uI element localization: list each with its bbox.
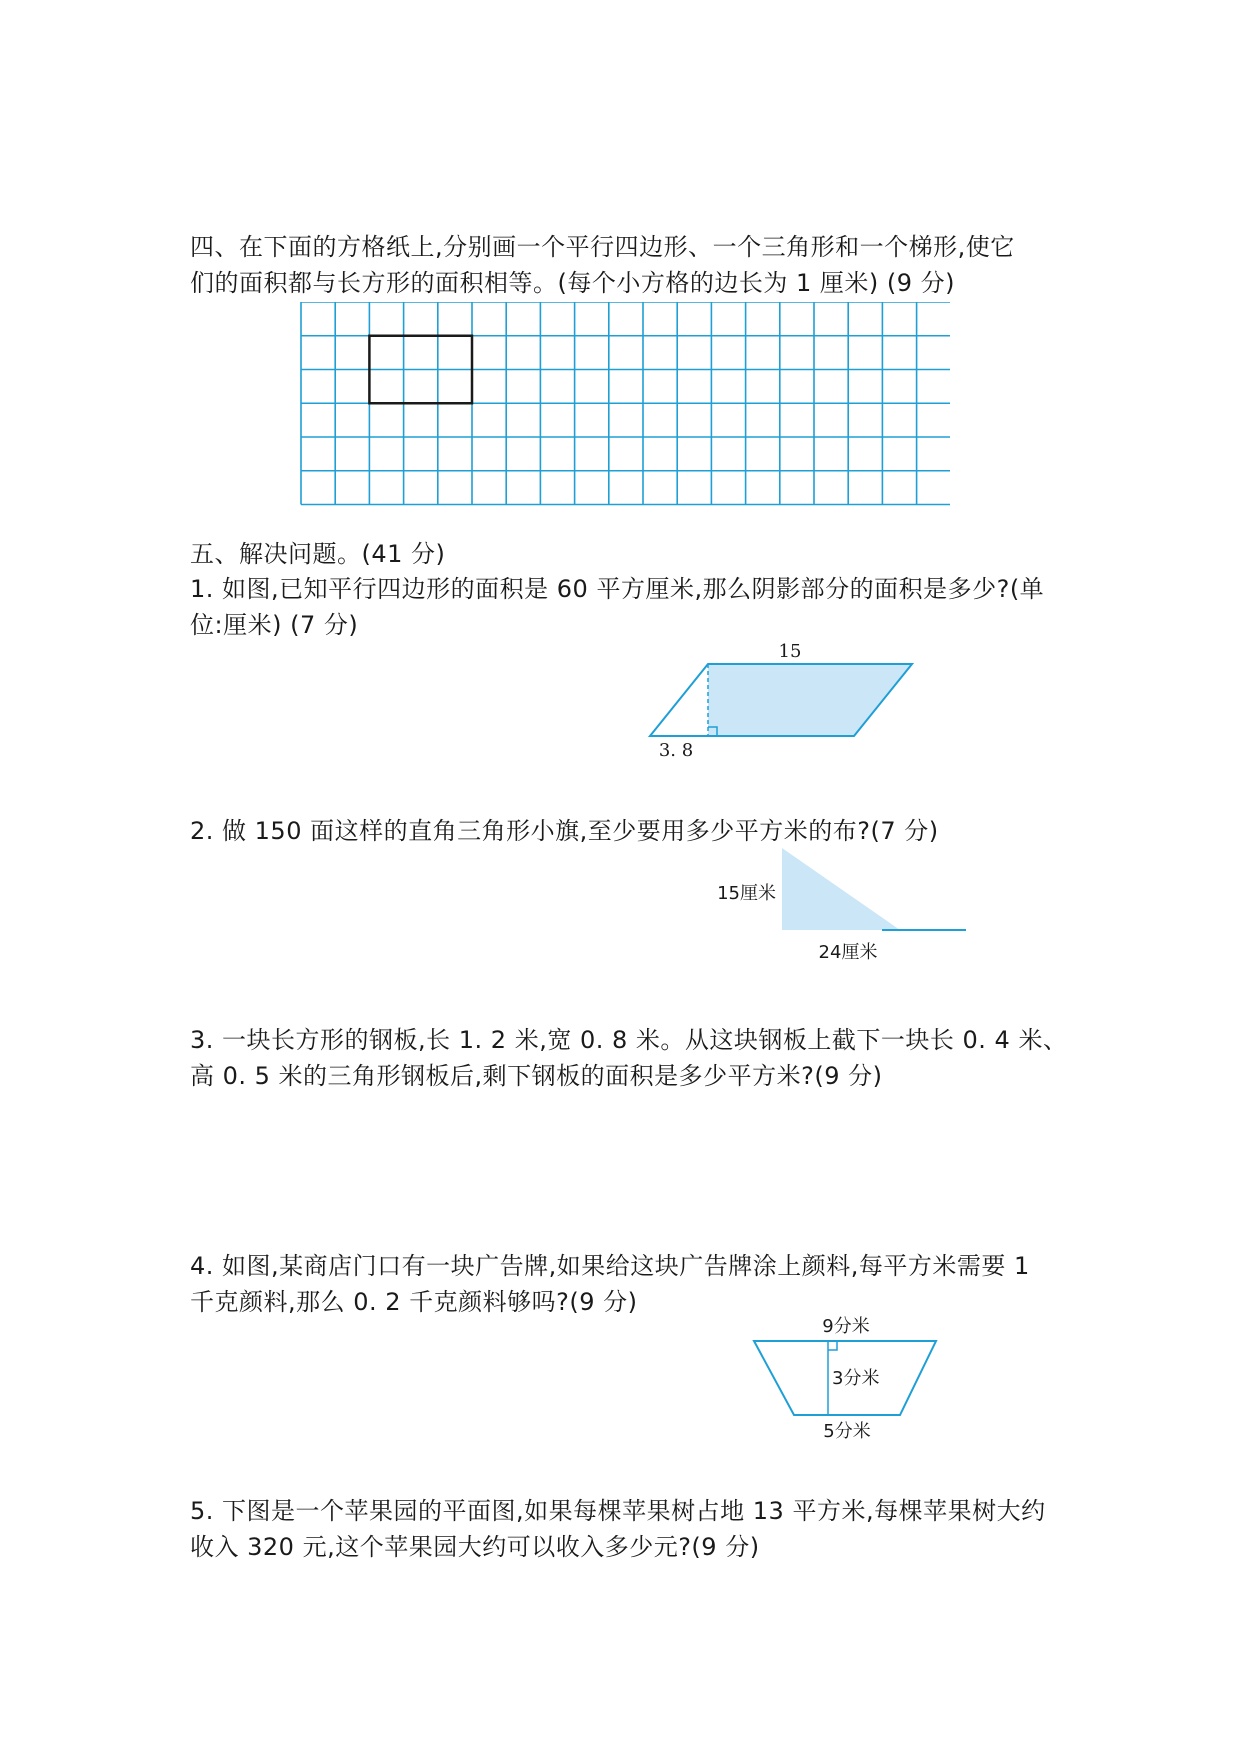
q4-label-top: 9分米 — [822, 1316, 870, 1337]
section4-line1: 四、在下面的方格纸上,分别画一个平行四边形、一个三角形和一个梯形,使它 — [190, 233, 1015, 261]
q1-parallelogram-figure — [640, 640, 920, 760]
q4-trapezoid-figure — [740, 1305, 950, 1445]
q5-line2: 收入 320 元,这个苹果园大约可以收入多少元?(9 分) — [190, 1533, 760, 1561]
q4-right-angle-mark — [828, 1341, 837, 1350]
q3-line2: 高 0. 5 米的三角形钢板后,剩下钢板的面积是多少平方米?(9 分) — [190, 1062, 883, 1090]
q3-line1: 3. 一块长方形的钢板,长 1. 2 米,宽 0. 8 米。从这块钢板上截下一块长 0. 4 米、 — [190, 1026, 1068, 1054]
q2-line1: 2. 做 150 面这样的直角三角形小旗,至少要用多少平方米的布?(7 分) — [190, 817, 939, 845]
q4-label-height: 3分米 — [832, 1368, 880, 1389]
section5-title: 五、解决问题。(41 分) — [190, 540, 446, 568]
q5-line1: 5. 下图是一个苹果园的平面图,如果每棵苹果树占地 13 平方米,每棵苹果树大约 — [190, 1497, 1046, 1525]
q1-label-top: 15 — [778, 641, 802, 662]
q2-triangle-figure — [700, 840, 970, 970]
grid-paper — [300, 302, 950, 508]
q1-label-bottom: 3. 8 — [658, 740, 694, 760]
q4-line2: 千克颜料,那么 0. 2 千克颜料够吗?(9 分) — [190, 1288, 638, 1316]
q4-line1: 4. 如图,某商店门口有一块广告牌,如果给这块广告牌涂上颜料,每平方米需要 1 — [190, 1252, 1030, 1280]
q2-label-height: 15厘米 — [717, 883, 776, 904]
q4-label-bottom: 5分米 — [823, 1421, 871, 1442]
q2-label-base: 24厘米 — [818, 942, 878, 963]
q1-line1: 1. 如图,已知平行四边形的面积是 60 平方厘米,那么阴影部分的面积是多少?(单 — [190, 575, 1045, 603]
q1-line2: 位:厘米) (7 分) — [190, 611, 359, 639]
shaded-region — [708, 664, 912, 736]
section4-line2: 们的面积都与长方形的面积相等。(每个小方格的边长为 1 厘米) (9 分) — [190, 269, 956, 297]
right-triangle — [782, 848, 900, 930]
